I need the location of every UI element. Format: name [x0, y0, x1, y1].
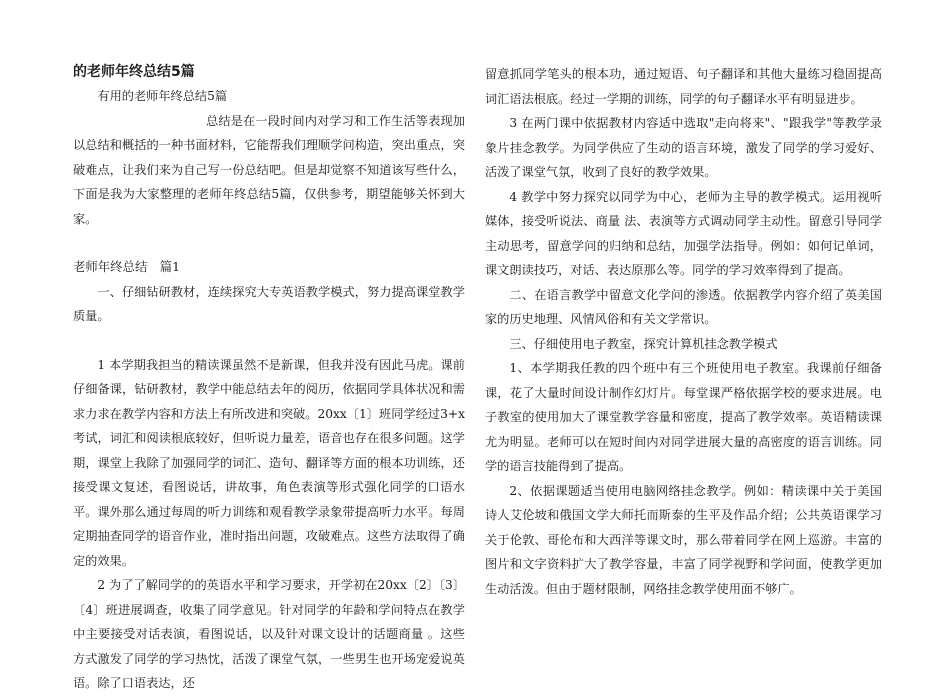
spacer	[73, 329, 465, 353]
left-paragraph: 2 为了了解同学的的英语水平和学习要求，开学初在20xx〔2〕〔3〕〔4〕班进展调查，收集了同学意见。针对同学的年龄和学问特点在教学中主要接受对话表演，看图说话，以及针对课文设计的话题商量 。这些方式激发了同学的学习热忱，活泼了课堂气氛，一些男生也开场宠爱说英语。除了口语表达，还	[73, 578, 465, 690]
left-column	[73, 62, 465, 696]
left-paragraph: 一、仔细钻研教材，连续探究大专英语教学模式，努力提高课堂教学质量。	[73, 284, 465, 323]
right-paragraph: 留意抓同学笔头的根本功，通过短语、句子翻译和其他大量练习稳固提高词汇语法根底。经过一学期的训练，同学的句子翻译水平有明显进步。	[485, 67, 882, 106]
right-paragraph: 4 教学中努力探究以同学为中心，老师为主导的教学模式。运用视听媒体，接受听说法、商量 法、表演等方式调动同学主动性。留意引导同学主动思考，留意学问的归纳和总结，加强学法指导。例如：如何记单词，课文朗读技巧，对话、表达原那么等。同学的学习效率得到了提高。	[485, 189, 882, 277]
left-paragraph: 1 本学期我担当的精读课虽然不是新课，但我并没有因此马虎。课前仔细备课，钻研教材，教学中能总结去年的阅历，依据同学具体状况和需求力求在教学内容和方法上有所改进和突破。20xx〔1〕班同学经过3+x考试，词汇和阅读根底较好，但听说力量差，语音也存在很多问题。这学期，课堂上我除了加强同学的词汇、造句、翻译等方面的根本功训练，还接受课文复述，看图说话，讲故事，角色表演等形式强化同学的口语水平。课外那么通过每周的听力训练和观看教学录象带提高听力水平。每周定期抽查同学的语音作业，准时指出问题，攻破难点。这些方法取得了确定的效果。	[73, 357, 465, 568]
right-paragraph: 二、在语言教学中留意文化学问的渗透。依据教学内容介绍了英美国家的历史地理、风情风俗和有关文学常识。	[485, 287, 882, 326]
right-paragraph: 三、仔细使用电子教室，探究计算机挂念教学模式	[509, 336, 778, 351]
document-subtitle: 有用的老师年终总结5篇	[97, 89, 228, 103]
right-paragraph: 3 在两门课中依据教材内容适中选取"走向将来"、"跟我学"等教学录象片挂念教学。为同学供应了生动的语言环境，激发了同学的学习爱好、活泼了课堂气氛，收到了良好的教学效果。	[485, 116, 882, 179]
right-paragraph: 2、依据课题适当使用电脑网络挂念教学。例如：精读课中关于美国诗人艾伦坡和俄国文学大师托而斯泰的生平及作品介绍；公共英语课学习关于伦敦、哥伦布和大西洋等课文时，那么带着同学在网上巡游。丰富的图片和文字资料扩大了教学容量，丰富了同学视野和学问面，使教学更加生动活泼。但由于题材限制，网络挂念教学使用面不够广。	[485, 483, 882, 596]
spacer	[73, 231, 465, 255]
right-paragraph: 1、本学期我任教的四个班中有三个班使用电子教室。我课前仔细备课，花了大量时间设计制作幻灯片。每堂课严格依据学校的要求进展。电子教室的使用加大了课堂教学容量和密度，提高了教学效率。英语精读课尤为明显。老师可以在短时间内对同学进展大量的高密度的语言训练。同学的语言技能得到了提高。	[485, 361, 882, 473]
section-heading: 老师年终总结 篇1	[73, 259, 181, 274]
intro-paragraph: 总结是在一段时间内对学习和工作生活等表现加以总结和概括的一种书面材料，它能帮我们理顺学问构造，突出重点，突破难点，让我们来为自己写一份总结吧。但是却觉察不知道该写些什么，下面是我为大家整理的老师年终总结5篇，仅供参考，期望能够关怀到大家。	[73, 113, 465, 226]
right-column	[485, 62, 882, 601]
document-title: 的老师年终总结5篇	[73, 64, 195, 80]
